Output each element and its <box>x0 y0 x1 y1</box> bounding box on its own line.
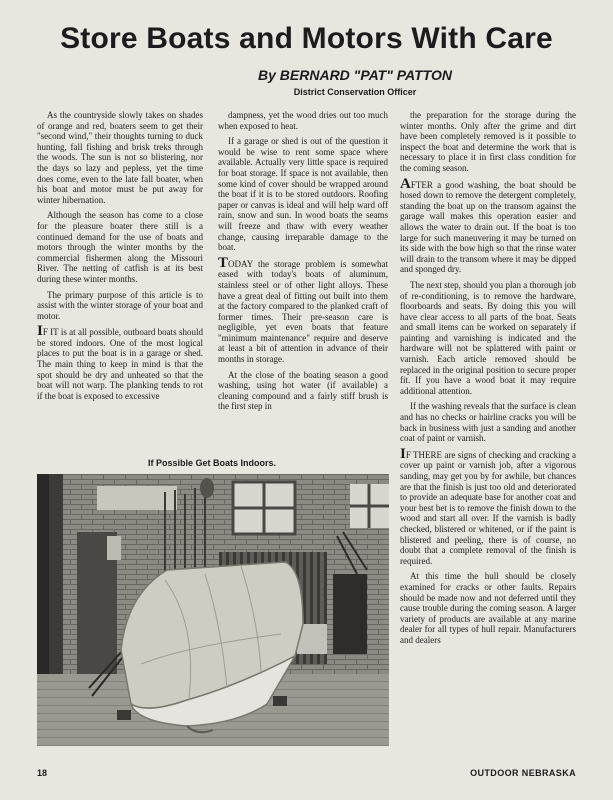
paragraph <box>37 290 203 322</box>
paragraph-text: At the close of the boating season a good washing, using hot water (if available) a cleaning compound and a fairly stiff brush is the first step in <box>218 369 388 412</box>
paragraph <box>400 445 576 567</box>
photo-caption: If Possible Get Boats Indoors. <box>147 458 277 468</box>
article-byline: By BERNARD "PAT" PATTON <box>258 67 452 83</box>
magazine-name: OUTDOOR NEBRASKA <box>470 768 576 778</box>
paragraph-text: At this time the hull should be closely examined for cracks or other faults. Repairs should be made now and not deferred until they cause trouble during the coming season. A larger variety of products are available at any marine dealer for all types of hull repair. Manufacturers and dealers <box>400 571 576 645</box>
drop-cap: I <box>37 323 43 340</box>
text-column-1 <box>37 110 203 440</box>
paragraph <box>400 571 576 645</box>
paragraph <box>400 110 576 174</box>
paragraph <box>37 323 203 401</box>
garage-boat-illustration <box>37 474 389 746</box>
boat-storage-photo <box>37 474 389 746</box>
text-column-2 <box>218 110 388 440</box>
paragraph-text: dampness, yet the wood dries out too much when exposed to heat. <box>218 110 388 131</box>
text-column-3 <box>400 110 576 750</box>
paragraph-text: If the washing reveals that the surface is clean and has no checks or hairline cracks you will be back in business with just a sanding and another coat of paint or varnish. <box>400 401 576 444</box>
page-number: 18 <box>37 768 48 778</box>
paragraph <box>37 110 203 205</box>
paragraph-text: ODAY the storage problem is somewhat eased with today's boats of aluminum, stainless steel or of other light alloys. These have a great deal of fitting out built into them at the factory compared to the planked craft of former times. Their pre-season care is negligible, yet even boats that feature "minimum maintenance" require and deserve at least a bit of attention in advance of their months in storage. <box>218 258 388 365</box>
drop-cap: T <box>218 254 229 271</box>
paragraph-text: If a garage or shed is out of the question it would be wise to rent some space where available. Actually very little space is required for boat storage. If space is not available, then some kind of cover should be wrapped around the boat if it is to be stored outdoors. Roofing paper or canvas is ideal and will help ward off rain, snow and sun. In wood boats the seams will freeze and thaw with every weather change, causing irreparable damage to the boat. <box>218 136 388 253</box>
author-role: District Conservation Officer <box>293 87 417 97</box>
paragraph-text: Although the season has come to a close for the pleasure boater there still is a continued demand for the use of boats and motors through the winter months by the commercial fishermen along the Missouri River. The netting of catfish is at its best during these winter months. <box>37 210 203 284</box>
paragraph <box>218 110 388 131</box>
paragraph <box>218 254 388 365</box>
paragraph-text: As the countryside slowly takes on shades of orange and red, boaters seem to get their "second wind," their thoughts turning to duck hunting, fall fishing and brisk treks through the woods. The sun is not so blistering, nor the days so lazy and pepless, yet the time does come, even to the late fall boater, when his boat and motor must be put away for winter hibernation. <box>37 110 203 205</box>
drop-cap: I <box>400 445 406 462</box>
paragraph <box>218 370 388 412</box>
paragraph-text: the preparation for the storage during the winter months. Only after the grime and dirt have been completely removed is it possible to inspect the boat and determine the work that is necessary to place it in first class condition for the coming season. <box>400 110 576 173</box>
paragraph <box>218 136 388 253</box>
paragraph-text: F IT is at all possible, outboard boats should be stored indoors. One of the most logical places to put the boat is in a garage or shed. The main thing to keep in mind is that the spot should be dry and unheated so that the boat will not warp. The planking tends to rot if the boat is exposed to excessive <box>37 327 203 401</box>
paragraph-text: F THERE are signs of checking and cracking a cover up paint or varnish job, after a vigorous sanding, may get you by for awhile, but chances are that the finish is just too old and deteriorated to provide an adequate base for another coat and your best bet is to remove the finish down to the wood and start all over. If the varnish is badly checked, blistered or whitened, or if the paint is blistered and peeling, there is of course, no doubt that a complete removal of the finish is required. <box>400 449 576 566</box>
drop-cap: A <box>400 175 411 192</box>
paragraph-text: FTER a good washing, the boat should be hosed down to remove the detergent completely, standing the boat up on the transom against the garage wall makes this operation easier and allows the water to drain out. If the boat is too large for such maneuvering it may be turned on its side with the bow high so that the rinse water will drain to the transom where it may be dipped and sponged dry. <box>400 179 576 275</box>
article-title: Store Boats and Motors With Care <box>60 22 553 55</box>
paragraph <box>400 175 576 275</box>
paragraph-text: The next step, should you plan a thorough job of re-conditioning, is to remove the hardware, floorboards and seats. By doing this you will have clear access to all parts of the boat. Seats and small items can be worked on separately if painting and varnishing is indicated and the hardware will not be splattered with paint or varnish. Each article removed should be replaced in the original position to secure proper fit. If you have a wood boat it may require additional attention. <box>400 279 576 396</box>
paragraph-text: The primary purpose of this article is to assist with the winter storage of your boat and motor. <box>37 289 203 321</box>
paragraph <box>400 401 576 443</box>
paragraph <box>37 210 203 284</box>
paragraph <box>400 280 576 397</box>
